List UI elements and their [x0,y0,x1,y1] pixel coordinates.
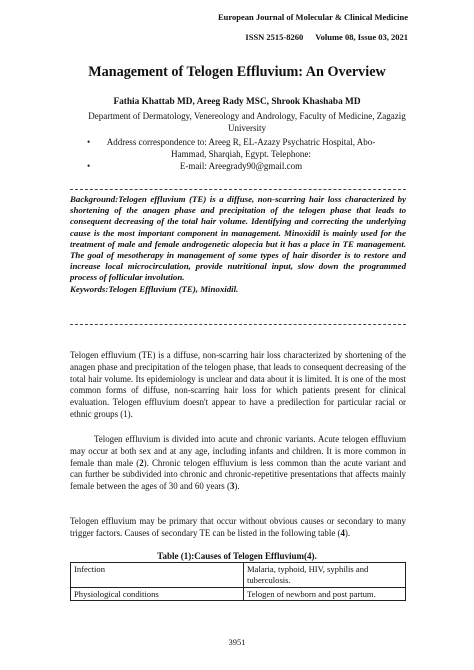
keywords: Keywords:Telogen Effluvium (TE), Minoxidil. [70,283,239,294]
abstract-top-rule [70,189,406,190]
contact-list [84,136,384,172]
journal-name: European Journal of Molecular & Clinical Medicine [218,12,408,22]
abstract-bottom-rule [70,324,406,325]
body-paragraph-2 [70,434,406,493]
address-correspondence: • Address correspondence to: Areeg R, EL-Azazy Psychatric Hospital, Abo-Hammad, Sharqiah, Egypt. Telephone: [84,136,384,160]
email: • E-mail: Areegrady90@gmail.com [84,160,384,172]
p3-text-a: Telogen effluvium may be primary that occur without obvious causes or secondary to many trigger factors. Causes of secondary TE can be listed in the following table ( [70,516,406,538]
p2-text-a: Telogen effluvium is divided into acute and chronic variants. Acute telogen effluvium may occur at both sex and at any age, including infants and children. It is more common in female than male ( [70,434,406,468]
abstract [70,194,406,295]
paper-title: Management of Telogen Effluvium: An Overview [88,64,386,80]
table-row [71,563,406,588]
table-cell: Telogen of newborn and post partum. [244,587,406,601]
affiliation: Department of Dermatology, Venereology and Andrology, Faculty of Medicine, Zagazig University [88,111,406,133]
table-row [71,587,406,601]
body-paragraph-1: Telogen effluvium (TE) is a diffuse, non-scarring hair loss characterized by shortening of the anagen phase and precipitation of the telogen phase, that leads to consequent decreasing of the total hair volume. Its epidemiology is unclear and data about it is limited. It is one of the most common forms of diffuse, non-scarring hair loss for which patients present for clinical evaluation. Telogen effluvium doesn't appear to have a predilection for particular racial or ethnic groups (1). [70,350,406,419]
table-cell: Physiological conditions [71,587,244,601]
abstract-text: Background:Telogen effluvium (TE) is a diffuse, non-scarring hair loss characterized by shortening of the anagen phase and precipitation of the telogen phase that leads to consequent decreasing of the total hair volume. Identifying and correcting the underlying cause is the most important component in management. Minoxidil is mainly used for the treatment of male and female androgenetic alopecia but it has a place in TE management. The goal of mesotherapy in management of some types of hair disorder is to restore and increase local microcirculation, provide nutritional input, slow down the programmed process of follicular involution. [70,194,406,283]
body-paragraph-3 [70,516,406,540]
causes-table [70,562,406,601]
volume-issue: Volume 08, Issue 03, 2021 [315,32,408,42]
issn: ISSN 2515-8260 [245,32,304,42]
table-cell: Infection [71,563,244,588]
issue-info [245,32,408,42]
p3-text-c: ). [344,527,351,538]
p2-text-b: ). Chronic telogen effluvium is less common than the acute variant and can further be subdivided into chronic and chronic-repetitive presentations that affects mainly female between the ages of 30 and 60 years ( [70,457,406,492]
table-caption: Table (1):Causes of Telogen Effluvium(4). [157,551,317,561]
p2-text-c: ). [234,481,240,492]
citation-ref: 3 [229,481,235,492]
citation-ref: 4 [340,527,345,538]
author-list: Fathia Khattab MD, Areeg Rady MSC, Shrook Khashaba MD [113,97,361,107]
table-cell: Malaria, typhoid, HIV, syphilis and tuberculosis. [244,563,406,588]
page-number: 3951 [228,637,246,647]
citation-ref: 2 [139,457,144,468]
